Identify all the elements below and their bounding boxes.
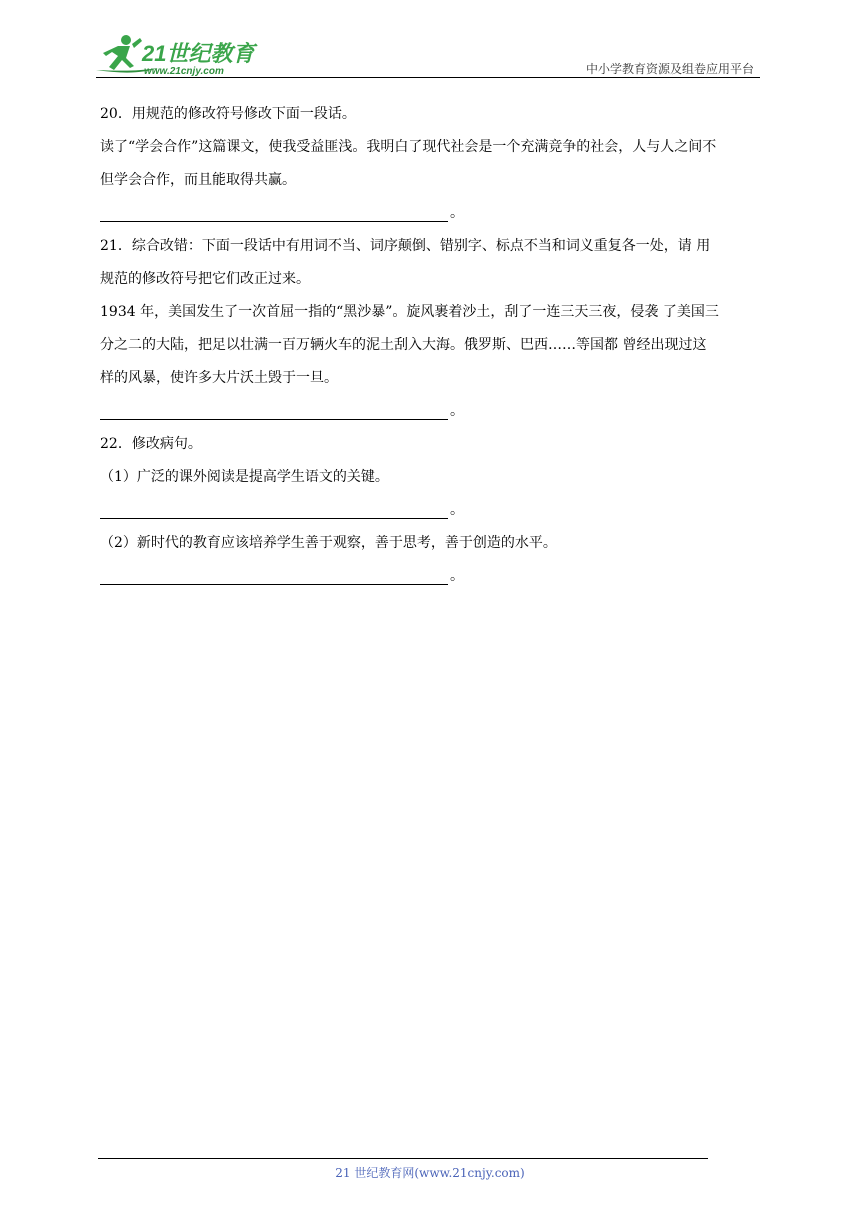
answer-line <box>100 518 448 519</box>
question-line: 但学会合作，而且能取得共赢。 <box>100 172 296 188</box>
question-line: 规范的修改符号把它们改正过来。 <box>100 271 310 287</box>
answer-blank[interactable] <box>100 197 760 230</box>
question-line: 读了“学会合作”这篇课文，使我受益匪浅。我明白了现代社会是一个充满竞争的社会，人与人之间不 <box>100 139 717 155</box>
answer-line <box>100 419 448 420</box>
page-header <box>96 30 760 78</box>
question-line: 分之二的大陆，把足以壮满一百万辆火车的泥土刮入大海。俄罗斯、巴西……等国都 曾经出现过这 <box>100 337 707 353</box>
question-21 <box>100 230 760 428</box>
logo <box>96 32 266 76</box>
platform-name: 中小学教育资源及组卷应用平台 <box>585 62 754 76</box>
question-22 <box>100 428 760 593</box>
answer-period: 。 <box>450 403 464 419</box>
subquestion-1: （1）广泛的课外阅读是提高学生语文的关键。 <box>100 469 389 485</box>
answer-line <box>100 221 448 222</box>
question-line: 1934 年，美国发生了一次首屈一指的“黑沙暴”。旋风裹着沙土，刮了一连三天三夜，侵袭 了美国三 <box>100 304 719 320</box>
question-line: 20．用规范的修改符号修改下面一段话。 <box>100 106 356 122</box>
question-content <box>100 98 760 593</box>
answer-blank[interactable] <box>100 395 760 428</box>
logo-text: 21世纪教育 <box>142 41 255 66</box>
answer-blank[interactable] <box>100 494 760 527</box>
footer-text: 21 世纪教育网(www.21cnjy.com) <box>335 1166 525 1180</box>
answer-period: 。 <box>450 502 464 518</box>
answer-line <box>100 584 448 585</box>
question-line: 22．修改病句。 <box>100 436 202 452</box>
answer-period: 。 <box>450 568 464 584</box>
header-divider <box>96 77 760 78</box>
subquestion-2: （2）新时代的教育应该培养学生善于观察，善于思考，善于创造的水平。 <box>100 535 557 551</box>
answer-blank[interactable] <box>100 560 760 593</box>
question-line: 21．综合改错：下面一段话中有用词不当、词序颠倒、错别字、标点不当和词义重复各一处，请 用 <box>100 238 711 254</box>
question-line: 样的风暴，使许多大片沃土毁于一旦。 <box>100 370 338 386</box>
answer-period: 。 <box>450 205 464 221</box>
question-20 <box>100 98 760 230</box>
footer-divider <box>98 1158 708 1159</box>
logo-url: www.21cnjy.com <box>144 66 224 76</box>
